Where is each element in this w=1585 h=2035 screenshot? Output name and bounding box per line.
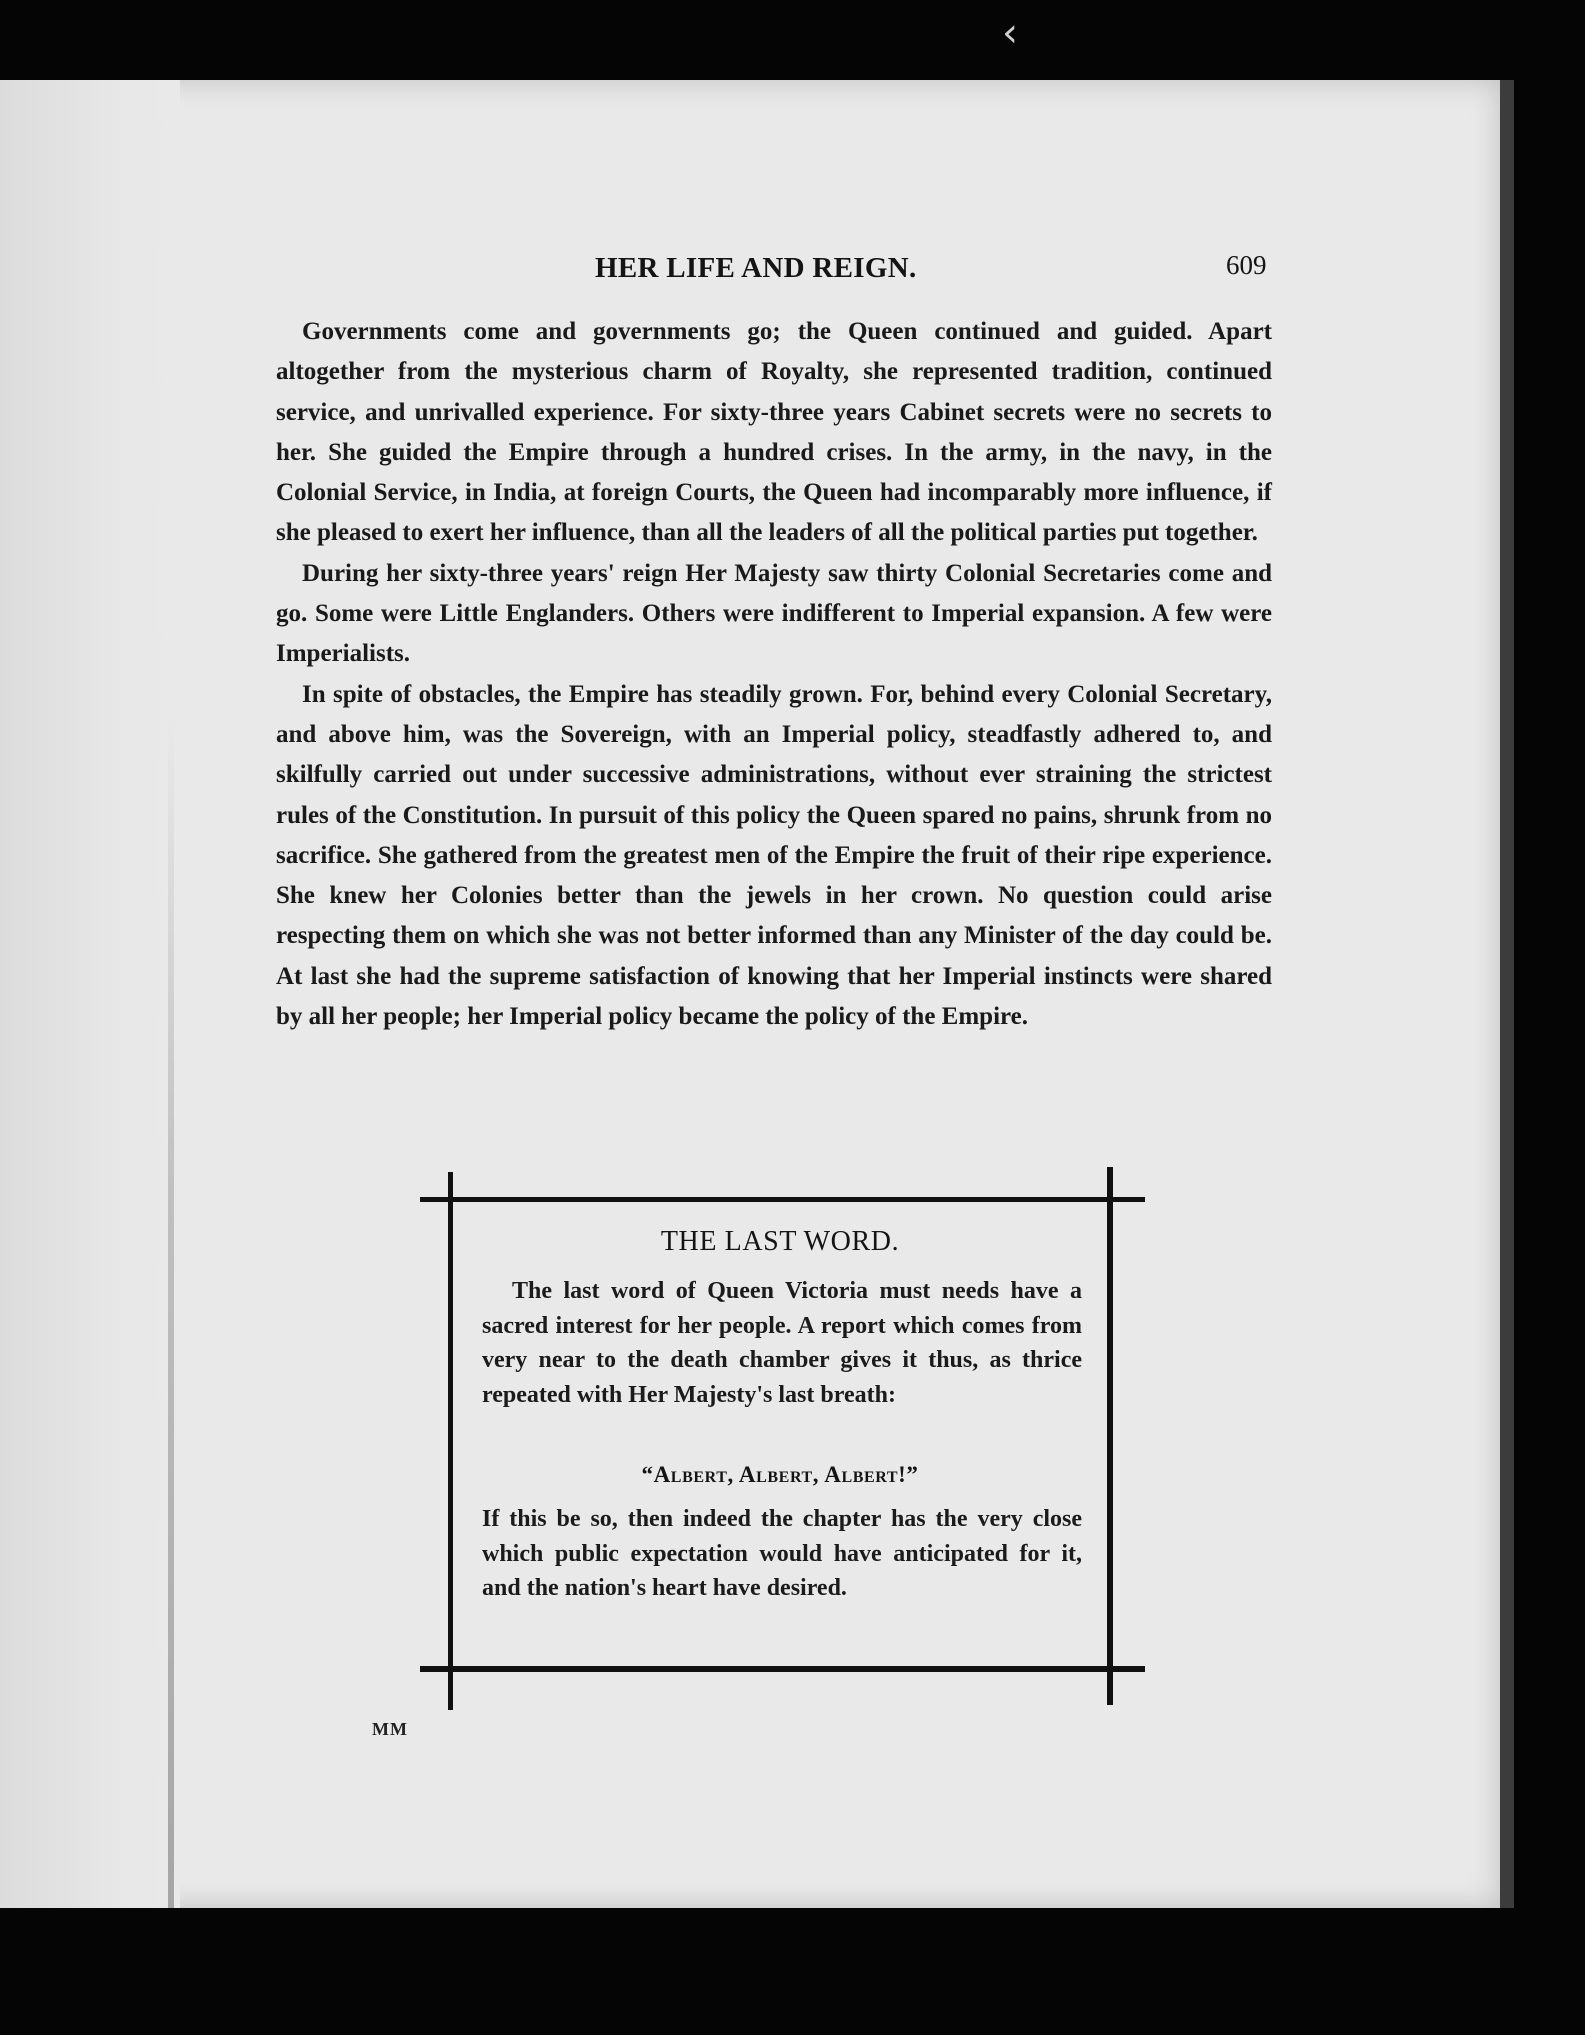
body-paragraph: During her sixty-three years' reign Her Majesty saw thirty Colonial Secretaries come and go. Some were Little Englanders. Others were indifferent to Imperial expansion. A few were Imperialists.	[276, 559, 1272, 668]
box-rule-right	[1107, 1167, 1113, 1705]
box-paragraph: The last word of Queen Victoria must needs have a sacred interest for her people. A report which comes from very near to the death chamber gives it thus, as thrice repeated with Her Majesty's last breath:	[482, 1278, 1082, 1408]
scan-bottom-border	[0, 1908, 1585, 2035]
running-title: HER LIFE AND REIGN.	[595, 252, 917, 284]
box-quote: “Albert, Albert, Albert!”	[641, 1462, 919, 1487]
page-gutter-shadow	[0, 80, 180, 1908]
page-gutter-line	[168, 720, 174, 1920]
box-rule-bottom	[420, 1666, 1145, 1672]
body-paragraph: Governments come and governments go; the Queen continued and guided. Apart altogether from the mysterious charm of Royalty, she represented tradition, continued service, and unrivalled experience. For sixty-three years Cabinet secrets were no secrets to her. She guided the Empire through a hundred crises. In the army, in the navy, in the Colonial Service, in India, at foreign Courts, the Queen had incomparably more influence, if she pleased to exert her influence, than all the leaders of all the political parties put together.	[276, 318, 1272, 547]
body-text	[276, 312, 1272, 1037]
signature-mark: MM	[372, 1719, 408, 1739]
page-number: 609	[1226, 250, 1267, 280]
box-paragraph: If this be so, then indeed the chapter has the very close which public expectation would have anticipated for it, and the nation's heart have desired.	[482, 1506, 1082, 1601]
body-paragraph: In spite of obstacles, the Empire has steadily grown. For, behind every Colonial Secretary, and above him, was the Sovereign, with an Imperial policy, steadfastly adhered to, and skilfully carried out under successive administrations, without ever straining the strictest rules of the Constitution. In pursuit of this policy the Queen spared no pains, shrunk from no sacrifice. She gathered from the greatest men of the Empire the fruit of their ripe experience. She knew her Colonies better than the jewels in her crown. No question could arise respecting them on which she was not better informed than any Minister of the day could be. At last she had the supreme satisfaction of knowing that her Imperial instincts were shared by all her people; her Imperial policy became the policy of the Empire.	[276, 680, 1272, 1031]
scan-top-border	[0, 0, 1585, 82]
box-title: THE LAST WORD.	[660, 1226, 900, 1257]
box-rule-top	[420, 1197, 1145, 1202]
scan-clip-mark: ‹	[1002, 10, 1018, 56]
page-right-edge	[1500, 80, 1514, 1910]
